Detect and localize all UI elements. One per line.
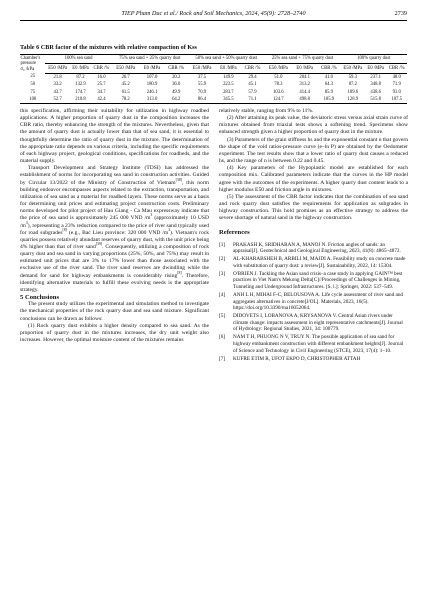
value-cell: 59.3 [348,74,357,80]
table-row [20,81,407,88]
reference-number: [3] [219,270,226,277]
value-cell: 223.5 [223,82,234,88]
value-cell: 29.4 [248,74,257,80]
sub-header: E50 /MPa [264,64,292,73]
sub-header: E0 /MPa [365,64,386,73]
value-cell: 78.2 [112,96,140,104]
table-body [20,73,407,104]
value-cell: 71.9 [392,82,401,88]
sub-header: CBR /% [317,64,341,73]
reference-item [219,242,408,255]
table-row [20,73,407,81]
reference-item [219,313,408,333]
value-cell: 283.7 [223,89,234,95]
value-cell: 109.6 [347,89,359,95]
page-number: 2739 [394,10,407,17]
pressure-cell: 100 [20,96,45,104]
reference-text: PRAKASH K, SRIDHARAN A, MANOJ N. Friction angles of sands: an appraisal[J]. Geotechnical and Geological Engineering, 2023, 41(8): 4865–4872. [233,241,401,255]
value-cell: 246.1 [146,89,158,95]
group-header: 75% sea sand + 25% quarry dust [112,55,188,64]
value-cell: 48.0 [392,74,401,80]
value-cell: 107.5 [386,96,407,104]
value-cell: 55.9 [197,82,207,88]
value-cell: 64.2 [164,96,188,104]
value-cell: 124.7 [264,96,292,104]
sub-header: E50 /MPa [112,64,140,73]
value-cell: 25.7 [97,82,106,88]
value-cell: 16.0 [97,74,106,80]
value-cell: 43.7 [53,89,62,95]
value-cell: 345.5 [216,96,241,104]
reference-text: O'BRIEN J. Tackling the Asian sand crisis–a case study in applying GAIN™ best practices in Viet Nam's Mekong Delta[C]//Proceedings of Challenges in Mining, Tunneling and Underground Infrastructures. [S. l.]: Springer, 2022: 537–549. [233,270,403,290]
value-cell: 86.4 [188,96,216,104]
sub-header: E50 /MPa [341,64,365,73]
value-cell: 21.8 [53,74,62,80]
table-row [20,89,407,96]
reference-number: [5] [219,313,226,320]
paragraph: (5) The assessment of the CBR factor indicates that the combination of sea sand and rock quarry dust satisfies the requirements for application as subgrades in highway construction. This hold promises as an effective strategy to address the severe shortage of natural sand in the highway construction. [219,193,408,222]
reference-text: DIDOVETS I, LOBANOVA A, KRYSANOVA V. Central Asian rivers under climate change: impacts assessment in eight representative catchments[J]. Journal of Hydrology: Regional Studies, 2021, 34: 100779. [233,313,403,333]
reference-item [219,271,408,291]
group-header: 25% sea sand + 75% quarry dust [264,55,340,64]
value-cell: 33.2 [53,82,62,88]
references-title: References [219,228,250,236]
cbr-table [20,54,407,104]
value-cell: 34.7 [97,89,106,95]
value-cell: 103.6 [273,89,284,95]
value-cell: 64.3 [324,82,333,88]
value-cell: 45.2 [121,82,130,88]
sub-header-row [20,64,407,73]
value-cell: 51.0 [274,74,283,80]
value-cell: 128.9 [341,96,365,104]
value-cell: 180.9 [146,82,158,88]
value-cell: 20.2 [172,74,181,80]
table-caption: Table 6 CBR factor of the mixtures with relative compaction of Kss [20,44,197,51]
reference-item [219,256,408,269]
value-cell: 498.8 [292,96,317,104]
value-cell: 438.6 [370,89,381,95]
value-cell: 87.2 [348,82,357,88]
value-cell: 42.4 [91,96,111,104]
value-cell: 515.8 [365,96,386,104]
sub-header: E0 /MPa [216,64,241,73]
reference-number: [7] [219,355,226,362]
group-header: 100% sea sand [45,55,111,64]
pressure-cell: 25 [30,74,36,80]
value-cell: 149.9 [223,74,234,80]
paragraph: this specification, affirming their suitability for utilization in highway roadbed applications. A higher proportion of quarry dust in the composition increases the CBR ratio, thereby enhancing the strength of the mixtures. Nevertheless, given that the amount of quarry dust is actually lower than that of sea sand, it is essential to thoughtfully determine the ratio of quarry dust in the mixture. The determination of the appropriate ratio depends on various criteria, including the specific requirements of each highway project, geological conditions, specifications for roadbeds, and the material supply. [20,108,209,165]
sub-header: CBR /% [91,64,111,73]
reference-number: [6] [219,334,226,341]
table-row [20,96,407,104]
value-cell: 61.5 [121,89,130,95]
value-cell: 204.1 [299,74,310,80]
value-cell: 45.1 [248,82,257,88]
value-cell: 71.1 [241,96,265,104]
value-cell: 414.4 [299,89,310,95]
value-cell: 85.9 [324,89,333,95]
sub-header: E50 /MPa [45,64,69,73]
value-cell: 78.3 [274,82,283,88]
reference-text: NAM T H, PHUONG N V, TRUY N. The possible application of sea sand for highway embankment construction with different embankment heights[J]. Journal of Science and Technology in Civil Engineering (STCE), 2023, 17(4): 1–10. [233,334,404,354]
reference-text: ANH L H, MIHAI F-C, BELOUSOVA A. Life cycle assessment of river sand and aggregates alternatives in concrete[J/OL]. Materials, 2023, 16(5). https://doi.org/10.3390/ma16052064. [233,291,404,312]
paragraph: Transport Development and Strategy Institute (TDSI) has addressed the establishment of norms for incorporating sea sand in construction activities. Guided by Circular 13/2022 of the Ministry of Construction of Vietnam[38], this norm building endeavor encompasses aspects related to the extraction, transportation, and utilization of sea sand as a material for roadbed layers. These norms serve as a basis for determining unit prices and estimating project construction costs. Preliminary norms developed for pilot project of Hau Giang - Ca Mau expressway indicate that the price of sea sand is approximately 245 000 VND $/m^3$ (approximately 10 USD $/m^3$), representing a 23% reduction compared to the price of river sand typically used for road subgrades[8] (e.g., Bac Lieu province: 320 000 VND $/m^3$). Vietnam's rock quarries possess relatively abundant reserves of quarry dust, with the unit price being 4% higher than that of river sand[39]. Consequently, utilizing a composition of rock quarry dust and sea sand in varying proportions (25%, 50%, and 75%) may result in estimated unit prices that are 3% to 17% lower than those associated with the exclusive use of the river sand. The river sand reserves are dwindling while the demand for sand for highway embankments is considerably rising[8]. Therefore, identifying alternative materials to fulfill these evolving needs is the appropriate strategy. [20,165,210,293]
value-cell: 132.9 [75,82,86,88]
reference-number: [4] [219,291,226,298]
value-cell: 107.0 [146,74,158,80]
reference-text: KUFRE ETIM R, UFOT EKPO D, CHRISTOPHER ATTAH [233,355,361,362]
right-column [219,108,408,363]
group-header: 100% quarry dust [341,55,407,64]
value-cell: 210.8 [70,96,91,104]
value-cell: 70.9 [197,89,207,95]
reference-item [219,334,408,354]
paragraph: (1) Rock quarry dust exhibits a higher density compared to sea sand. As the proportion of quarry dust in the mixtures increases, the dry unit weight also increases. However, the optimal moisture content of the mixtures remains [20,322,209,343]
paragraph: (4) Key parameters of the Hypoplastic model are established for each composition mix. Calibrated parameters indicate that the curves in the HP model agree with the outcomes of the experiments. A higher quarry dust content leads to a higher modulus E50 and friction angle in mixtures. [219,165,408,193]
running-header [20,8,407,20]
row-header: Chamber's pressure σ₀ /kPa [20,55,45,74]
sub-header: E50 /MPa [188,64,216,73]
header-rule [20,20,407,21]
pressure-cell: 50 [30,82,36,88]
value-cell: 348.8 [370,82,381,88]
sub-header: E0 /MPa [292,64,317,73]
value-cell: 52.7 [45,96,69,104]
value-cell: 57.9 [248,89,257,95]
reference-number: [1] [219,241,226,248]
value-cell: 313.0 [140,96,165,104]
paragraph: relatively stable, ranging from 9% to 11%. [219,108,314,114]
value-cell: 36.0 [172,82,181,88]
group-header: 50% sea sand + 50% quarry dust [188,55,264,64]
left-column [20,108,209,344]
section-title: 5 Conclusions [20,294,60,302]
value-cell: 49.9 [172,89,181,95]
reference-item [219,292,408,312]
value-cell: 37.5 [197,74,207,80]
reference-item [219,356,408,363]
paragraph: The present study utilizes the experimental and simulation method to investigate the mechanical properties of the rock quarry dust and sea sand mixture. Significant conclusions can be drawn as follows: [20,301,209,322]
value-cell: 87.2 [76,74,85,80]
value-cell: 174.7 [75,89,86,95]
paragraph: (3) Parameters of the grain stiffness hs and the exponential constant n that govern the shape of the void ratios-pressure curve (e–ln P) are obtained by the Oedometer experiment. The test results show that a lower ratio of quarry dust causes a reduced hs, and the range of n is between 0.22 and 0.45. [219,136,408,165]
pressure-cell: 75 [30,89,36,95]
paragraph: (2) After attaining its peak value, the deviatoric stress versus axial strain curve of mixtures obtained from triaxial tests shows a softening trend. Specimens show enhanced strength given a higher proportion of quarry dust in the mixture. [219,115,408,136]
value-cell: 105.9 [317,96,341,104]
reference-list [219,242,408,362]
sub-header: CBR /% [386,64,407,73]
value-cell: 26.7 [121,74,130,80]
value-cell: 91.0 [392,89,401,95]
sub-header: CBR /% [241,64,265,73]
sub-header: E0 /MPa [140,64,165,73]
reference-number: [2] [219,256,226,263]
running-title: TIEP Pham Duc et al./ Rock and Soil Mechanics, 2024, 45(9): 2728–2740 [121,10,306,17]
reference-text: AL-KHARABSHEH B, ARBILI M, MAJDI A. Feasibility study on concrete made with substitution of quarry dust: a review[J]. Sustainability, 2022, 14: 15304. [233,256,406,269]
value-cell: 313.2 [299,82,310,88]
sub-header: CBR /% [164,64,188,73]
sub-header: E0 /MPa [70,64,91,73]
value-cell: 41.0 [324,74,333,80]
value-cell: 237.1 [370,74,381,80]
